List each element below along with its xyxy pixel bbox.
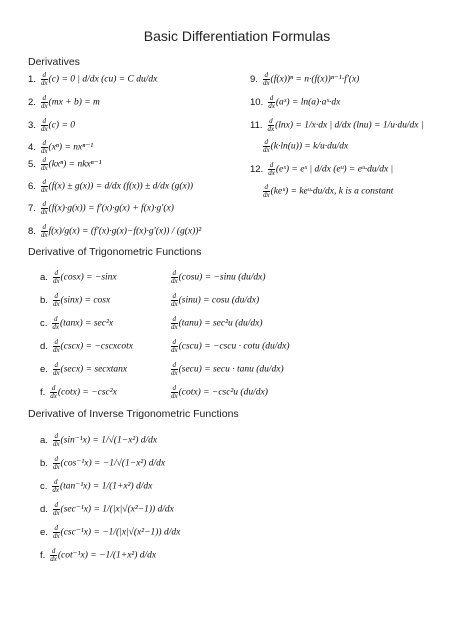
section-trig: Derivative of Trigonometric Functions: [28, 246, 202, 258]
ddx-fraction: $\frac{d}{dx}$: [52, 361, 60, 377]
formula-11: 11. $\frac{d}{dx}$ (lnx) = 1/x·dx | d/dx (lnu) = 1/u·du/dx |: [250, 117, 424, 133]
ddx-fraction: $\frac{d}{dx}$: [267, 117, 275, 133]
page-title: Basic Differentiation Formulas: [143, 28, 331, 44]
ddx-fraction: $\frac{d}{dx}$: [171, 292, 178, 308]
ddx-fraction: $\frac{d}{dx}$: [171, 315, 178, 331]
ddx-fraction: $\frac{d}{dx}$: [52, 455, 60, 471]
trig-row-a-left: a. $\frac{d}{dx}$ (cosx) = −sinx: [40, 269, 117, 285]
inverse-row-c: c. $\frac{d}{dx}$ (tan⁻¹x) = 1/(1+x²) d/dx: [40, 478, 153, 494]
trig-row-d-right: $\frac{d}{dx}$ (cscu) = −cscu · cotu (du/dx): [171, 338, 290, 354]
formula-10: 10. $\frac{d}{dx}$ (aˣ) = ln(a)·aˣ·dx: [250, 94, 341, 110]
ddx-fraction: $\frac{d}{dx}$: [268, 94, 275, 110]
ddx-fraction: $\frac{d}{dx}$: [171, 269, 178, 285]
formula-4: 4. $\frac{d}{dx}$ (xⁿ) = nxⁿ⁻¹: [28, 139, 94, 155]
ddx-fraction: $\frac{d}{dx}$: [50, 384, 57, 400]
inverse-row-b: b. $\frac{d}{dx}$ (cos⁻¹x) = −1/√(1−x²) d/dx: [40, 455, 166, 471]
ddx-fraction: $\frac{d}{dx}$: [268, 161, 275, 177]
ddx-fraction: $\frac{d}{dx}$: [40, 71, 48, 87]
ddx-fraction: $\frac{d}{dx}$: [40, 139, 48, 155]
formula-8: 8. $\frac{d}{dx}$ f(x)/g(x) = (f′(x)·g(x)−f(x)·g′(x)) / (g(x))²: [28, 223, 202, 239]
ddx-fraction: $\frac{d}{dx}$: [263, 138, 270, 154]
ddx-fraction: $\frac{d}{dx}$: [40, 178, 48, 194]
trig-row-f-right: $\frac{d}{dx}$ (cotx) = −csc²u (du/dx): [171, 384, 268, 400]
ddx-fraction: $\frac{d}{dx}$: [171, 361, 178, 377]
formula-12: 12. $\frac{d}{dx}$ (eˣ) = eˣ | d/dx (eᵘ) = eᵘ·du/dx |: [250, 161, 394, 177]
formula-3: 3. $\frac{d}{dx}$ (c) = 0: [28, 117, 76, 133]
formula-6: 6. $\frac{d}{dx}$ (f(x) ± g(x)) = d/dx (f(x)) ± d/dx (g(x)): [28, 178, 194, 194]
section-inverse-trig: Derivative of Inverse Trigonometric Functions: [28, 408, 239, 420]
formula-11-cont: $\frac{d}{dx}$ (k·ln(u)) = k/u·du/dx: [263, 138, 349, 154]
formula-1: 1. $\frac{d}{dx}$ (c) = 0 | d/dx (cu) = C du/dx: [28, 71, 158, 87]
ddx-fraction: $\frac{d}{dx}$: [40, 223, 48, 239]
inverse-row-a: a. $\frac{d}{dx}$ (sin⁻¹x) = 1/√(1−x²) d/dx: [40, 432, 158, 448]
ddx-fraction: $\frac{d}{dx}$: [40, 200, 48, 216]
trig-row-e-right: $\frac{d}{dx}$ (secu) = secu · tanu (du/dx): [171, 361, 284, 377]
ddx-fraction: $\frac{d}{dx}$: [263, 183, 270, 199]
ddx-fraction: $\frac{d}{dx}$: [52, 432, 60, 448]
formula-2: 2. $\frac{d}{dx}$ (mx + b) = m: [28, 94, 100, 110]
ddx-fraction: $\frac{d}{dx}$: [262, 71, 270, 87]
trig-row-f-left: f. $\frac{d}{dx}$ (cotx) = −csc²x: [40, 384, 117, 400]
trig-row-b-right: $\frac{d}{dx}$ (sinu) = cosu (du/dx): [171, 292, 260, 308]
ddx-fraction: $\frac{d}{dx}$: [40, 156, 48, 172]
formula-12-cont: $\frac{d}{dx}$ (keᵘ) = keᵘ·du/dx, k is a constant: [263, 183, 394, 199]
ddx-fraction: $\frac{d}{dx}$: [40, 94, 48, 110]
section-derivatives: Derivatives: [28, 56, 80, 68]
ddx-fraction: $\frac{d}{dx}$: [52, 338, 60, 354]
ddx-fraction: $\frac{d}{dx}$: [52, 315, 59, 331]
trig-row-c-right: $\frac{d}{dx}$ (tanu) = sec²u (du/dx): [171, 315, 263, 331]
inverse-row-d: d. $\frac{d}{dx}$ (sec⁻¹x) = 1/(|x|√(x²−1)) d/dx: [40, 501, 174, 517]
ddx-fraction: $\frac{d}{dx}$: [50, 547, 57, 563]
formula-7: 7. $\frac{d}{dx}$ (f(x)·g(x)) = f′(x)·g(x) + f(x)·g′(x): [28, 200, 174, 216]
ddx-fraction: $\frac{d}{dx}$: [52, 269, 60, 285]
formula-5: 5. $\frac{d}{dx}$ (kxⁿ) = nkxⁿ⁻¹: [28, 156, 102, 172]
ddx-fraction: $\frac{d}{dx}$: [52, 524, 60, 540]
ddx-fraction: $\frac{d}{dx}$: [171, 338, 178, 354]
trig-row-b-left: b. $\frac{d}{dx}$ (sinx) = cosx: [40, 292, 111, 308]
trig-row-c-left: c. $\frac{d}{dx}$ (tanx) = sec²x: [40, 315, 114, 331]
trig-row-a-right: $\frac{d}{dx}$ (cosu) = −sinu (du/dx): [171, 269, 266, 285]
ddx-fraction: $\frac{d}{dx}$: [40, 117, 48, 133]
ddx-fraction: $\frac{d}{dx}$: [52, 478, 59, 494]
ddx-fraction: $\frac{d}{dx}$: [52, 292, 60, 308]
inverse-row-e: e. $\frac{d}{dx}$ (csc⁻¹x) = −1/(|x|√(x²−1)) d/dx: [40, 524, 181, 540]
trig-row-e-left: e. $\frac{d}{dx}$ (secx) = secxtanx: [40, 361, 128, 377]
formula-9: 9. $\frac{d}{dx}$ (f(x))ⁿ = n·(f(x))ⁿ⁻¹·f′(x): [250, 71, 360, 87]
ddx-fraction: $\frac{d}{dx}$: [171, 384, 178, 400]
ddx-fraction: $\frac{d}{dx}$: [52, 501, 60, 517]
trig-row-d-left: d. $\frac{d}{dx}$ (cscx) = −cscxcotx: [40, 338, 133, 354]
inverse-row-f: f. $\frac{d}{dx}$ (cot⁻¹x) = −1/(1+x²) d/dx: [40, 547, 157, 563]
